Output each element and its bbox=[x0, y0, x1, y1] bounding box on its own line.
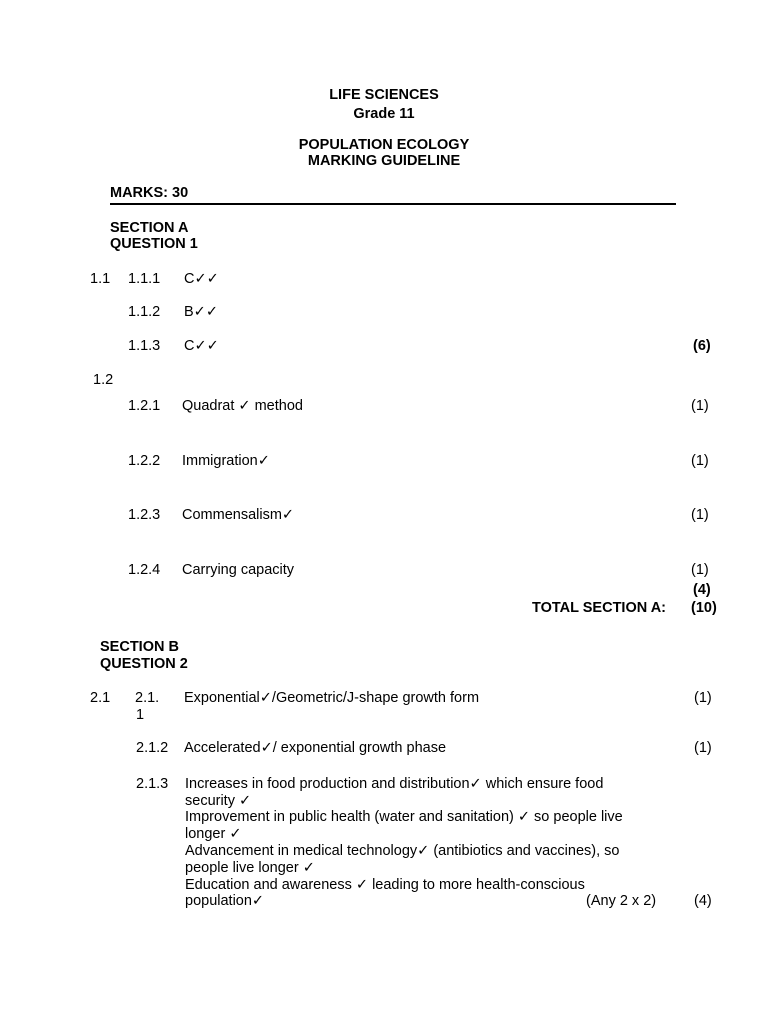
q1-2-3-answer: Commensalism✓ bbox=[182, 507, 295, 523]
q1-2-2-mark: (1) bbox=[691, 453, 709, 469]
section-a-total-label: TOTAL SECTION A: bbox=[532, 600, 666, 616]
section-a-title: SECTION A bbox=[110, 220, 189, 236]
grade-heading: Grade 11 bbox=[353, 106, 415, 122]
q1-2-4-answer: Carrying capacity bbox=[182, 562, 295, 578]
q1-2-4-mark: (1) bbox=[691, 562, 709, 578]
q1-2-4-number: 1.2.4 bbox=[128, 562, 161, 578]
q2-1-3-line: longer ✓ bbox=[185, 826, 242, 842]
q2-1-3-line: population✓ bbox=[185, 893, 265, 909]
q1-1-2-number: 1.1.2 bbox=[128, 304, 161, 320]
q1-2-1-number: 1.2.1 bbox=[128, 398, 161, 414]
topic-heading: POPULATION ECOLOGY bbox=[298, 137, 470, 153]
q1-2-2-answer: Immigration✓ bbox=[182, 453, 270, 469]
q2-1-1-answer: Exponential✓/Geometric/J-shape growth form bbox=[184, 690, 480, 706]
q2-1-number: 2.1 bbox=[90, 690, 111, 706]
q1-2-3-number: 1.2.3 bbox=[128, 507, 161, 523]
q2-1-3-line: security ✓ bbox=[185, 793, 252, 809]
q1-1-1-number: 1.1.1 bbox=[128, 271, 161, 287]
q1-2-number: 1.2 bbox=[93, 372, 114, 388]
question-2-title: QUESTION 2 bbox=[100, 656, 188, 672]
q2-1-2-answer: Accelerated✓/ exponential growth phase bbox=[184, 740, 447, 756]
header-divider bbox=[110, 203, 676, 205]
q2-1-3-line: Increases in food production and distribution✓ which ensure food bbox=[185, 776, 604, 792]
doc-type-heading: MARKING GUIDELINE bbox=[307, 153, 461, 169]
q2-1-1-number-line2: 1 bbox=[136, 707, 145, 723]
q2-1-3-any-note: (Any 2 x 2) bbox=[586, 893, 657, 909]
section-b-title: SECTION B bbox=[100, 639, 179, 655]
q2-1-3-line: people live longer ✓ bbox=[185, 860, 315, 876]
q2-1-1-mark: (1) bbox=[694, 690, 712, 706]
q1-1-2-answer: B✓✓ bbox=[184, 304, 218, 320]
q2-1-2-mark: (1) bbox=[694, 740, 712, 756]
subject-heading: LIFE SCIENCES bbox=[329, 87, 439, 103]
question-1-title: QUESTION 1 bbox=[110, 236, 198, 252]
q2-1-3-number: 2.1.3 bbox=[136, 776, 169, 792]
q2-1-2-number: 2.1.2 bbox=[136, 740, 169, 756]
q1-2-2-number: 1.2.2 bbox=[128, 453, 161, 469]
q1-1-3-answer: C✓✓ bbox=[184, 338, 219, 354]
q1-1-3-number: 1.1.3 bbox=[128, 338, 161, 354]
q1-1-mark: (6) bbox=[693, 338, 711, 354]
q1-2-1-answer: Quadrat ✓ method bbox=[182, 398, 303, 414]
q1-2-1-mark: (1) bbox=[691, 398, 709, 414]
q1-2-3-mark: (1) bbox=[691, 507, 709, 523]
q1-1-1-answer: C✓✓ bbox=[184, 271, 219, 287]
section-a-total-mark: (10) bbox=[691, 600, 717, 616]
q2-1-3-line: Advancement in medical technology✓ (antibiotics and vaccines), so bbox=[185, 843, 620, 859]
q2-1-3-mark: (4) bbox=[694, 893, 712, 909]
q2-1-3-line: Improvement in public health (water and sanitation) ✓ so people live bbox=[185, 809, 623, 825]
q2-1-1-number-line1: 2.1. bbox=[135, 690, 160, 706]
q1-2-subtotal: (4) bbox=[693, 582, 711, 598]
total-marks: MARKS: 30 bbox=[110, 185, 189, 201]
q2-1-3-line: Education and awareness ✓ leading to more health-conscious bbox=[185, 877, 585, 893]
q1-1-number: 1.1 bbox=[90, 271, 111, 287]
